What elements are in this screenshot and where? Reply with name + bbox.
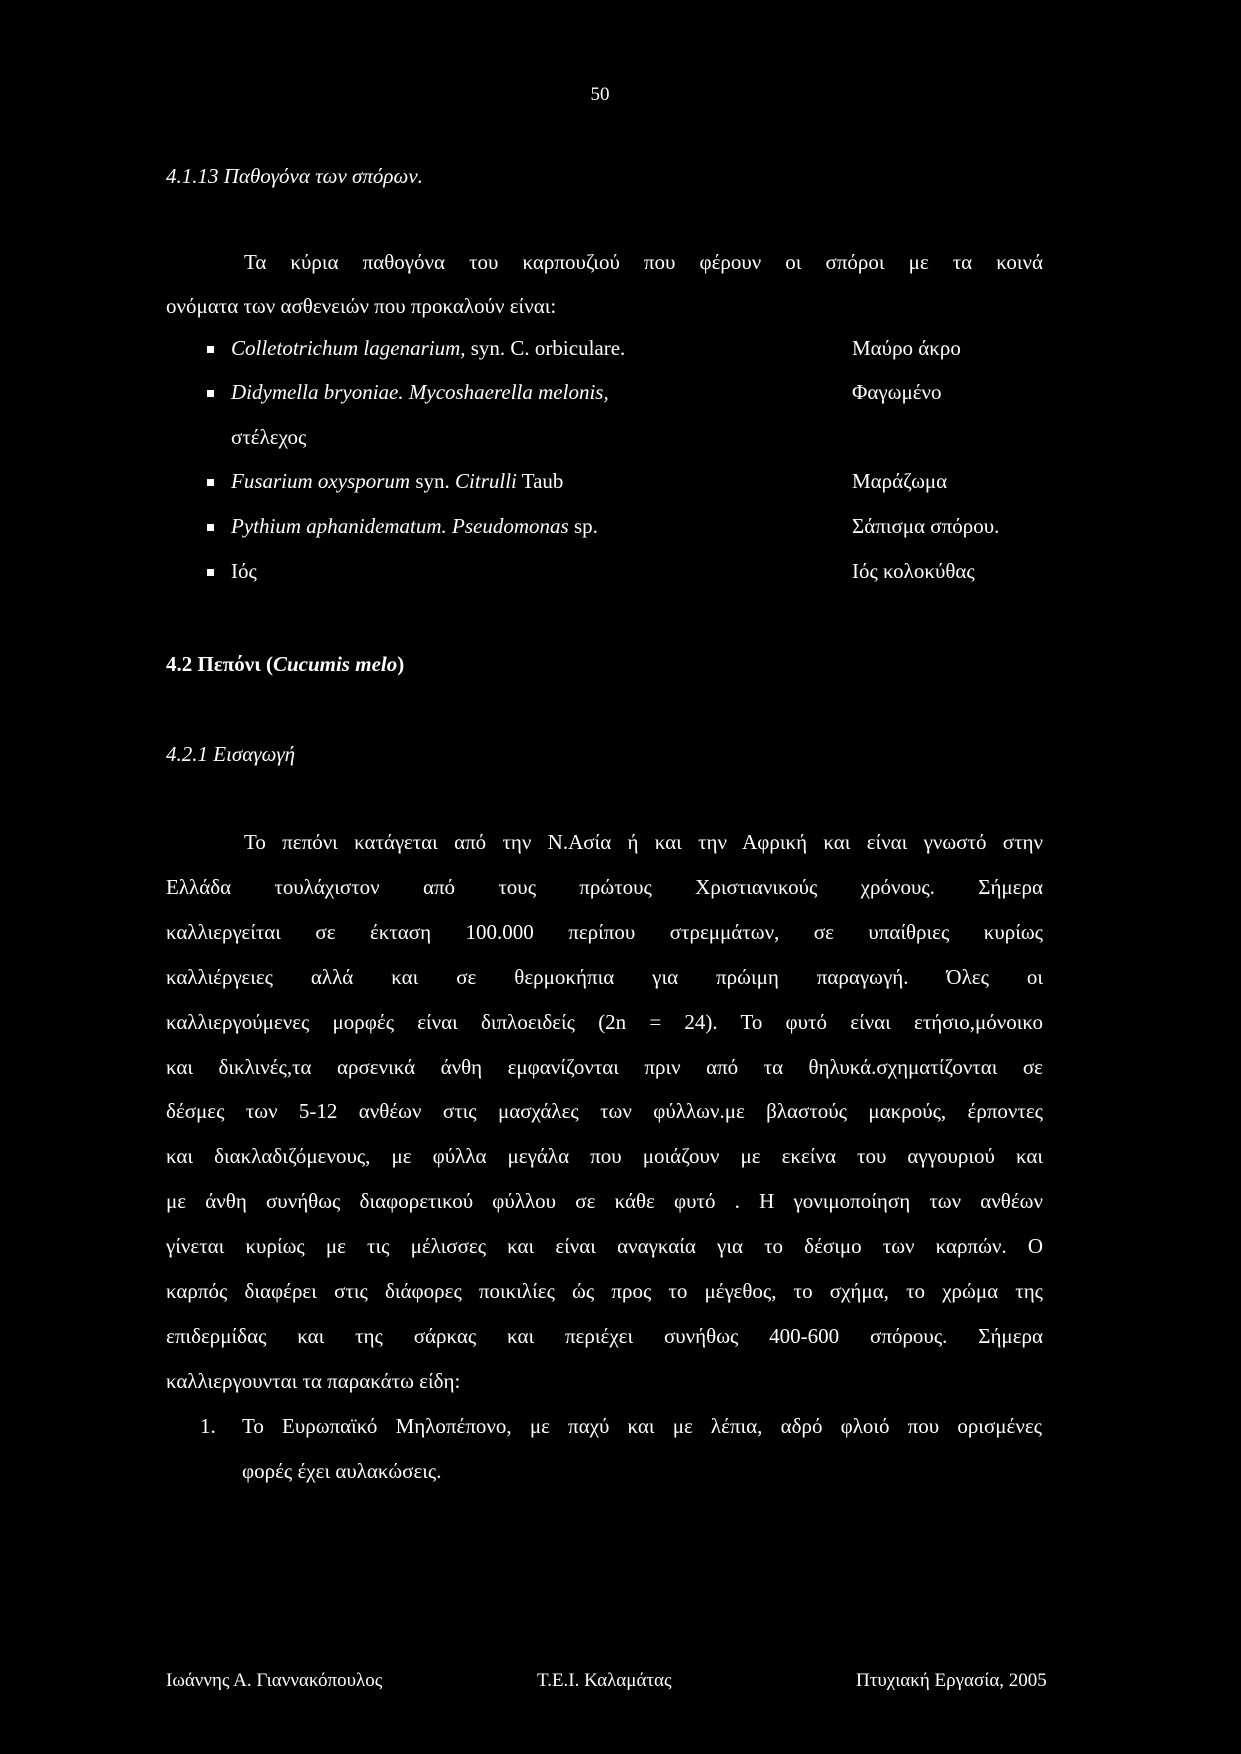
intro-paragraph-line-1: Το πεπόνι κατάγεται από την Ν.Ασία ή και την Αφρική και είναι γνωστό στην xyxy=(244,830,1043,854)
bullet-icon xyxy=(207,346,214,353)
disease-item-4: Σάπισμα σπόρου. xyxy=(852,514,1000,538)
intro-line-2: ονόματα των ασθενειών που προκαλούν είναι: xyxy=(166,294,557,318)
pathogen-item-5: Ιός xyxy=(231,559,257,583)
pathogen-item-3: Fusarium oxysporum syn. Citrulli Taub xyxy=(231,469,564,493)
section-heading-4-2-1: 4.2.1 Εισαγωγή xyxy=(166,742,296,766)
disease-item-2: Φαγωμένο xyxy=(852,380,942,404)
intro-paragraph-line-2: Ελλάδα τουλάχιστον από τους πρώτους Χριστιανικούς χρόνους. Σήμερα xyxy=(166,875,1043,899)
intro-paragraph-line-11: καρπός διαφέρει στις διάφορες ποικιλίες ώς προς το μέγεθος, το σχήμα, το χρώμα της xyxy=(166,1279,1043,1303)
intro-paragraph-line-6: και δικλινές,τα αρσενικά άνθη εμφανίζονται πριν από τα θηλυκά.σχηματίζονται σε xyxy=(166,1055,1043,1079)
intro-line-1: Τα κύρια παθογόνα του καρπουζιού που φέρουν οι σπόροι με τα κοινά xyxy=(244,250,1043,274)
list-item-line-1: Το Ευρωπαϊκό Μηλοπέπονο, με παχύ και με λέπια, αδρό φλοιό που ορισμένες xyxy=(242,1414,1042,1438)
section-heading-4-1-13: 4.1.13 Παθογόνα των σπόρων. xyxy=(166,164,423,188)
disease-item-3: Μαράζωμα xyxy=(852,469,948,493)
disease-item-2-continuation: στέλεχος xyxy=(231,425,307,449)
intro-paragraph-line-13: καλλιεργουνται τα παρακάτω είδη: xyxy=(166,1369,461,1393)
intro-paragraph-line-8: και διακλαδιζόμενους, με φύλλα μεγάλα που μοιάζουν με εκείνα του αγγουριού και xyxy=(166,1144,1043,1168)
pathogen-item-1: Colletotrichum lagenarium, syn. C. orbiculare. xyxy=(231,336,626,360)
intro-paragraph-line-4: καλλιέργειες αλλά και σε θερμοκήπια για πρώιμη παραγωγή. Όλες οι xyxy=(166,965,1043,989)
bullet-icon xyxy=(207,569,214,576)
page-number: 50 xyxy=(590,84,610,105)
bullet-icon xyxy=(207,390,214,397)
intro-paragraph-line-3: καλλιεργείται σε έκταση 100.000 περίπου στρεμμάτων, σε υπαίθριες κυρίως xyxy=(166,920,1043,944)
pathogen-item-4: Pythium aphanidematum. Pseudomonas sp. xyxy=(231,514,598,538)
list-item-number: 1. xyxy=(200,1414,216,1438)
intro-paragraph-line-9: με άνθη συνήθως διαφορετικού φύλλου σε κάθε φυτό . Η γονιμοποίηση των ανθέων xyxy=(166,1189,1043,1213)
intro-paragraph-line-5: καλλιεργούμενες μορφές είναι διπλοειδείς (2n = 24). Το φυτό είναι ετήσιο,μόνοικο xyxy=(166,1010,1043,1034)
intro-paragraph-line-10: γίνεται κυρίως με τις μέλισσες και είναι αναγκαία για το δέσιμο των καρπών. Ο xyxy=(166,1234,1043,1258)
section-heading-4-2: 4.2 Πεπόνι (Cucumis melo) xyxy=(166,652,405,676)
disease-item-5: Ιός κολοκύθας xyxy=(852,559,975,583)
footer-thesis: Πτυχιακή Εργασία, 2005 xyxy=(856,1670,1047,1691)
footer-author: Ιωάννης Α. Γιαννακόπουλος xyxy=(166,1670,383,1691)
pathogen-item-2: Didymella bryoniae. Mycoshaerella melonis, xyxy=(231,380,609,404)
list-item-line-2: φορές έχει αυλακώσεις. xyxy=(242,1459,442,1483)
disease-item-1: Μαύρο άκρο xyxy=(852,336,961,360)
intro-paragraph-line-7: δέσμες των 5-12 ανθέων στις μασχάλες των φύλλων.με βλαστούς μακρούς, έρποντες xyxy=(166,1099,1043,1123)
footer-institution: Τ.Ε.Ι. Καλαμάτας xyxy=(537,1670,672,1691)
bullet-icon xyxy=(207,524,214,531)
intro-paragraph-line-12: επιδερμίδας και της σάρκας και περιέχει συνήθως 400-600 σπόρους. Σήμερα xyxy=(166,1324,1043,1348)
bullet-icon xyxy=(207,479,214,486)
